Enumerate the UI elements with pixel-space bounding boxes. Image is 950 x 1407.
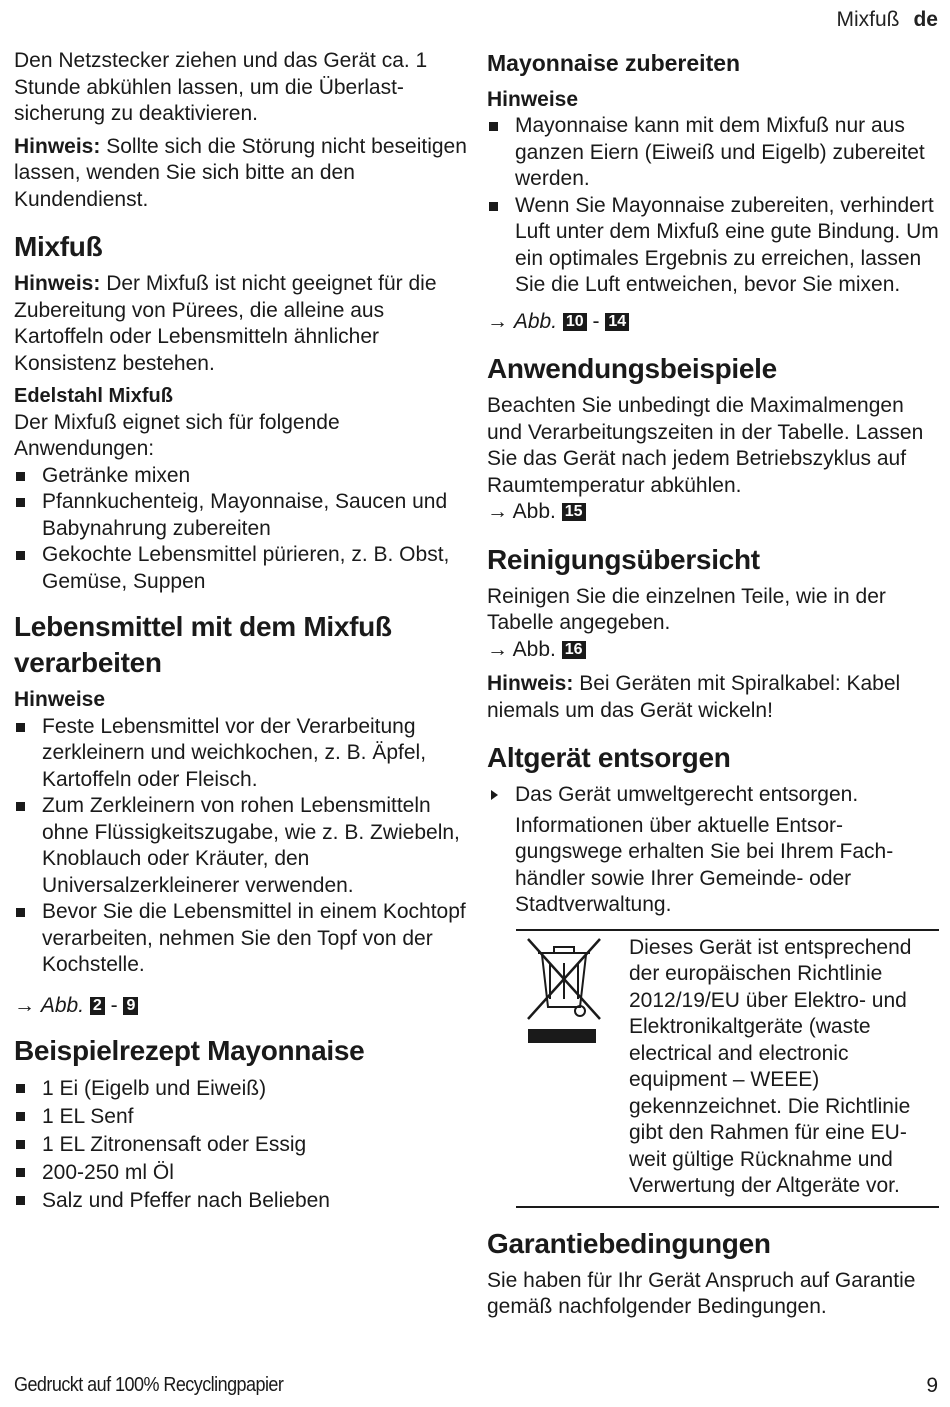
hint-text: Bei Geräten mit Spiralkabel: Kabel niemals um das Gerät wickeln! bbox=[487, 672, 901, 722]
abb-label: Abb. bbox=[513, 309, 558, 333]
figure-number: 10 bbox=[563, 313, 587, 331]
abb-label: Abb. bbox=[40, 993, 85, 1017]
list-item: 1 EL Zitronensaft oder Essig bbox=[14, 1131, 469, 1159]
figure-reference bbox=[487, 309, 939, 336]
reinigung-heading: Reinigungsübersicht bbox=[487, 543, 760, 575]
list-item: Bevor Sie die Lebensmittel in einem Kochtopf verarbeiten, nehmen Sie den Topf von der Kochstelle. bbox=[14, 899, 469, 979]
figure-reference bbox=[14, 993, 469, 1020]
mixfuss-hint bbox=[14, 271, 469, 377]
crossed-out-bin-icon bbox=[516, 935, 629, 1200]
list-item: 200-250 ml Öl bbox=[14, 1159, 469, 1187]
figure-number: 2 bbox=[90, 997, 105, 1015]
list-item: Salz und Pfeffer nach Belieben bbox=[14, 1187, 469, 1215]
intro-paragraph: Den Netzstecker ziehen und das Gerät ca. 1 Stunde abkühlen lassen, um die Überlastsicherung zu deaktivieren. bbox=[14, 49, 428, 125]
garantie-text: Sie haben für Ihr Gerät Anspruch auf Garantie gemäß nachfolgender Bedingungen. bbox=[487, 1268, 916, 1318]
list-item: Feste Lebensmittel vor der Verarbeitung zerkleinern und weichkochen, z. B. Äpfel, Kartoffeln oder Fleisch. bbox=[14, 714, 469, 794]
list-item: 1 Ei (Eigelb und Eiweiß) bbox=[14, 1075, 469, 1103]
weee-text: Dieses Gerät ist entsprechend der europäischen Richtlinie 2012/19/EU über Elektro- und Elektronikaltgeräte (waste electrical and electronic equipment – WEEE) gekennzeichnet. Die Richtlinie gibt den Rahmen für eine EU-weit gültige Rücknahme und Verwertung der Altgeräte vor. bbox=[629, 935, 912, 1197]
list-item: Pfannkuchenteig, Mayonnaise, Saucen und Babynahrung zubereiten bbox=[14, 489, 469, 542]
figure-number: 15 bbox=[562, 503, 586, 521]
arrow-icon: → bbox=[14, 993, 41, 1017]
abb-label: → Abb. bbox=[487, 500, 556, 523]
mayo-list bbox=[487, 113, 939, 299]
list-item: Zum Zerkleinern von rohen Lebensmitteln ohne Flüssigkeitszugabe, wie z. B. Zwiebeln, Knoblauch oder Kräuter, den Universalzerkleinerer verwenden. bbox=[14, 793, 469, 899]
entsorgen-info: Informationen über aktuelle Entsorgungswege erhalten Sie bei Ihrem Fachhändler sowie Ihrer Gemeinde- oder Stadtverwaltung. bbox=[515, 813, 894, 916]
list-item: Mayonnaise kann mit dem Mixfuß nur aus ganzen Eiern (Eiweiß und Eigelb) zubereitet werden. bbox=[487, 113, 939, 193]
garantie-heading: Garantiebedingungen bbox=[487, 1227, 771, 1259]
verarbeiten-hints-heading: Hinweise bbox=[14, 688, 106, 711]
instruction-step: Das Gerät umweltgerecht entsorgen. bbox=[487, 782, 939, 809]
reinigung-hint bbox=[487, 671, 939, 724]
hint-label: Hinweis: bbox=[487, 672, 574, 695]
verarbeiten-list bbox=[14, 714, 469, 979]
range-separator: - bbox=[592, 309, 600, 333]
abb-label: → Abb. bbox=[487, 637, 556, 661]
page-header bbox=[836, 8, 938, 32]
mayo-hints-heading: Hinweise bbox=[487, 87, 579, 111]
weee-notice bbox=[516, 929, 939, 1208]
range-separator: - bbox=[110, 993, 118, 1017]
entsorgen-heading: Altgerät entsorgen bbox=[487, 742, 731, 773]
anwendung-heading: Anwendungsbeispiele bbox=[487, 353, 777, 384]
figure-number: 16 bbox=[562, 641, 586, 659]
entsorgen-steps bbox=[487, 782, 939, 809]
list-item: Getränke mixen bbox=[14, 463, 469, 490]
anwendung-text: Beachten Sie unbedingt die Maximalmengen und Verarbeitungszeiten in der Tabelle. Lassen Sie das Gerät nach jedem Betriebszyklus auf Raumtemperatur abkühlen. bbox=[487, 394, 924, 497]
figure-reference bbox=[487, 499, 939, 526]
intro-hint bbox=[14, 134, 469, 214]
hint-text: Sollte sich die Störung nicht beseitigen lassen, wenden Sie sich bitte an den Kundendienst. bbox=[14, 134, 467, 211]
list-item: 1 EL Senf bbox=[14, 1103, 469, 1131]
page-number: 9 bbox=[926, 1374, 938, 1397]
mayo-heading: Mayonnaise zubereiten bbox=[487, 50, 741, 76]
rezept-list bbox=[14, 1075, 469, 1215]
right-column bbox=[487, 48, 939, 1321]
footer-recycling-note: Gedruckt auf 100% Recyclingpapier bbox=[14, 1374, 284, 1396]
hint-label: Hinweis: bbox=[14, 134, 101, 158]
mixfuss-heading: Mixfuß bbox=[14, 231, 103, 262]
list-item: Gekochte Lebensmittel pürieren, z. B. Obst, Gemüse, Suppen bbox=[14, 542, 469, 595]
figure-reference bbox=[487, 637, 939, 664]
header-language: de bbox=[913, 8, 938, 31]
header-section: Mixfuß bbox=[836, 8, 900, 31]
edelstahl-intro: Der Mixfuß eignet sich für folgende Anwendungen: bbox=[14, 410, 340, 460]
verarbeiten-heading: Lebensmittel mit dem Mixfuß verarbeiten bbox=[14, 611, 392, 678]
list-item: Wenn Sie Mayonnaise zubereiten, verhindert Luft unter dem Mixfuß eine gute Bindung. Um ein optimales Ergebnis zu erreichen, lassen Sie die Luft entweichen, bevor Sie mixen. bbox=[487, 193, 939, 299]
hint-label: Hinweis: bbox=[14, 272, 101, 295]
left-column bbox=[14, 48, 469, 1215]
edelstahl-heading: Edelstahl Mixfuß bbox=[14, 385, 173, 407]
figure-number: 14 bbox=[605, 313, 629, 331]
reinigung-text: Reinigen Sie die einzelnen Teile, wie in der Tabelle angegeben. bbox=[487, 584, 886, 634]
arrow-icon: → bbox=[487, 309, 514, 333]
figure-number: 9 bbox=[123, 997, 138, 1015]
edelstahl-list bbox=[14, 463, 469, 596]
hint-text: Der Mixfuß ist nicht geeignet für die Zubereitung von Pürees, die alleine aus Kartoffeln oder Lebensmitteln ähnlicher Konsistenz bestehen. bbox=[14, 272, 437, 375]
rezept-heading: Beispielrezept Mayonnaise bbox=[14, 1035, 365, 1066]
